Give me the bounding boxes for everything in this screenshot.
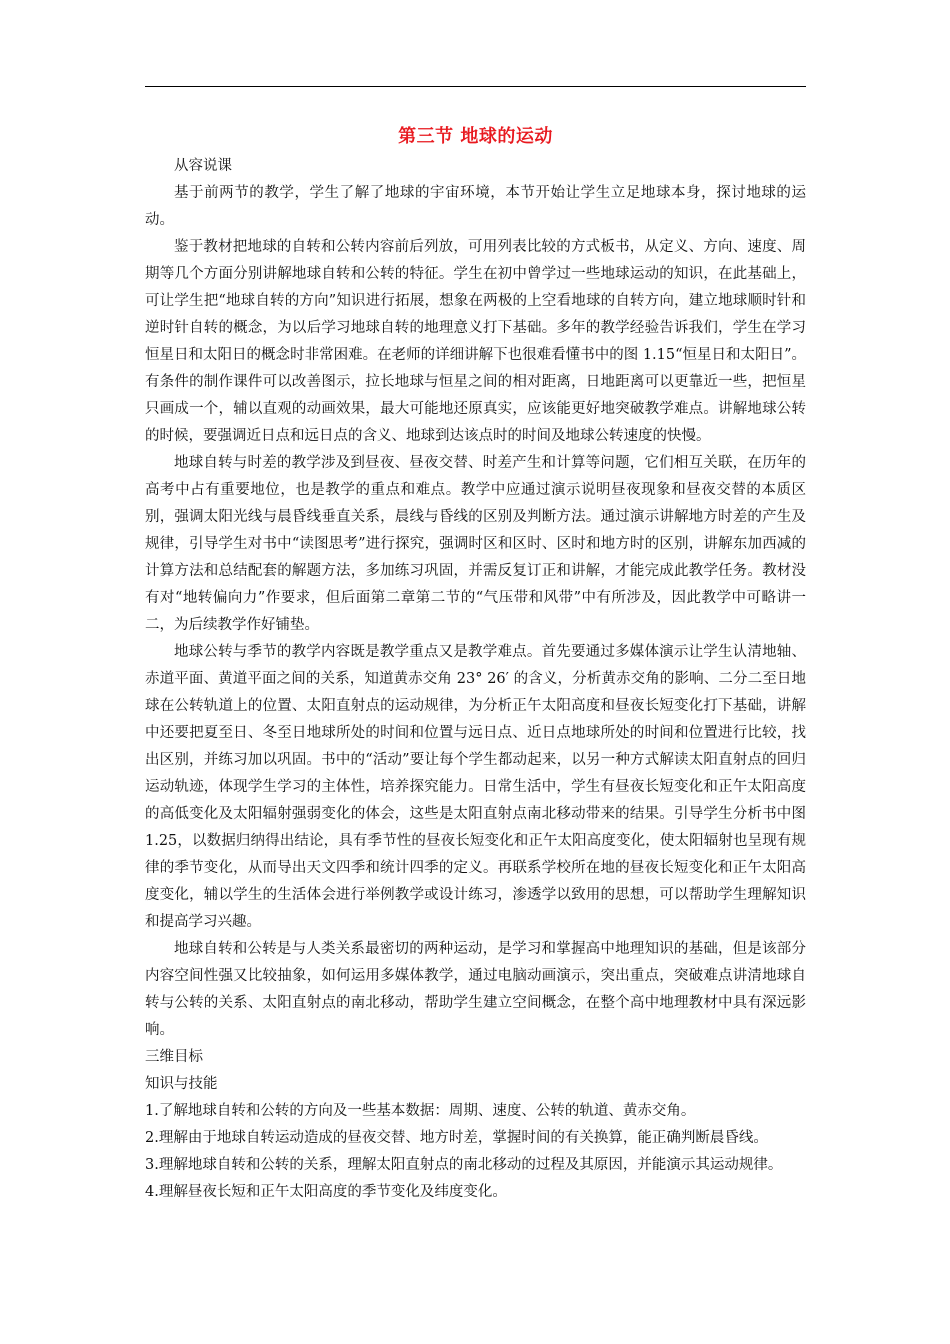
header-rule <box>145 86 806 87</box>
paragraph-3: 地球自转与时差的教学涉及到昼夜、昼夜交替、时差产生和计算等问题，它们相互关联，在历年的高考中占有重要地位，也是教学的重点和难点。教学中应通过演示说明昼夜现象和昼夜交替的本质区别，强调太阳光线与晨昏线垂直关系，晨线与昏线的区别及判断方法。通过演示讲解地方时差的产生及规律，引导学生对书中“读图思考”进行探究，强调时区和区时、区时和地方时的区别，讲解东加西减的计算方法和总结配套的解题方法，多加练习巩固，并需反复订正和讲解，才能完成此教学任务。教材没有对“地转偏向力”作要求，但后面第二章第二节的“气压带和风带”中有所涉及，因此教学中可略讲一二，为后续教学作好铺垫。 <box>145 455 806 633</box>
paragraph-2: 鉴于教材把地球的自转和公转内容前后列放，可用列表比较的方式板书，从定义、方向、速度、周期等几个方面分别讲解地球自转和公转的特征。学生在初中曾学过一些地球运动的知识，在此基础上，可让学生把“地球自转的方向”知识进行拓展，想象在两极的上空看地球的自转方向，建立地球顺时针和逆时针自转的概念，为以后学习地球自转的地理意义打下基础。多年的教学经验告诉我们，学生在学习恒星日和太阳日的概念时非常困难。在老师的详细讲解下也很难看懂书中的图 1.15“恒星日和太阳日”。有条件的制作课件可以改善图示，拉长地球与恒星之间的相对距离，日地距离可以更靠近一些，把恒星只画成一个，辅以直观的动画效果，最大可能地还原真实，应该能更好地突破教学难点。讲解地球公转的时候，要强调近日点和远日点的含义、地球到达该点时的时间及地球公转速度的快慢。 <box>145 239 806 444</box>
paragraph-5: 地球自转和公转是与人类关系最密切的两种运动，是学习和掌握高中地理知识的基础，但是该部分内容空间性强又比较抽象，如何运用多媒体教学，通过电脑动画演示，突出重点，突破难点讲清地球自转与公转的关系、太阳直射点的南北移动，帮助学生建立空间概念，在整个高中地理教材中具有深远影响。 <box>145 941 806 1038</box>
section-heading-intro: 从容说课 <box>174 158 232 174</box>
list-item-3: 3.理解地球自转和公转的关系，理解太阳直射点的南北移动的过程及其原因，并能演示其运动规律。 <box>145 1157 783 1173</box>
list-item-1: 1.了解地球自转和公转的方向及一些基本数据：周期、速度、公转的轨道、黄赤交角。 <box>145 1103 696 1119</box>
section-heading-goals: 三维目标 <box>145 1049 203 1065</box>
document-body <box>145 122 806 1206</box>
list-item-4: 4.理解昼夜长短和正午太阳高度的季节变化及纬度变化。 <box>145 1184 507 1200</box>
paragraph-4: 地球公转与季节的教学内容既是教学重点又是教学难点。首先要通过多媒体演示让学生认清地轴、赤道平面、黄道平面之间的关系，知道黄赤交角 23° 26′ 的含义，分析黄赤交角的影响、二分二至日地球在公转轨道上的位置、太阳直射点的运动规律，为分析正午太阳高度和昼夜长短变化打下基础，讲解中还要把夏至日、冬至日地球所处的时间和位置与远日点、近日点地球所处的时间和位置进行比较，找出区别，并练习加以巩固。书中的“活动”要让每个学生都动起来，以另一种方式解读太阳直射点的回归运动轨迹，体现学生学习的主体性，培养探究能力。日常生活中，学生有昼夜长短变化和正午太阳高度的高低变化及太阳辐射强弱变化的体会，这些是太阳直射点南北移动带来的结果。引导学生分析书中图 1.25，以数据归纳得出结论，具有季节性的昼夜长短变化和正午太阳高度变化，使太阳辐射也呈现有规律的季节变化，从而导出天文四季和统计四季的定义。再联系学校所在地的昼夜长短变化和正午太阳高度变化，辅以学生的生活体会进行举例教学或设计练习，渗透学以致用的思想，可以帮助学生理解知识和提高学习兴趣。 <box>145 644 806 930</box>
paragraph-1: 基于前两节的教学，学生了解了地球的宇宙环境，本节开始让学生立足地球本身，探讨地球的运动。 <box>145 185 806 228</box>
list-item-2: 2.理解由于地球自转运动造成的昼夜交替、地方时差，掌握时间的有关换算，能正确判断晨昏线。 <box>145 1130 768 1146</box>
section-heading-knowledge: 知识与技能 <box>145 1076 218 1092</box>
page-title: 第三节 地球的运动 <box>398 126 553 147</box>
